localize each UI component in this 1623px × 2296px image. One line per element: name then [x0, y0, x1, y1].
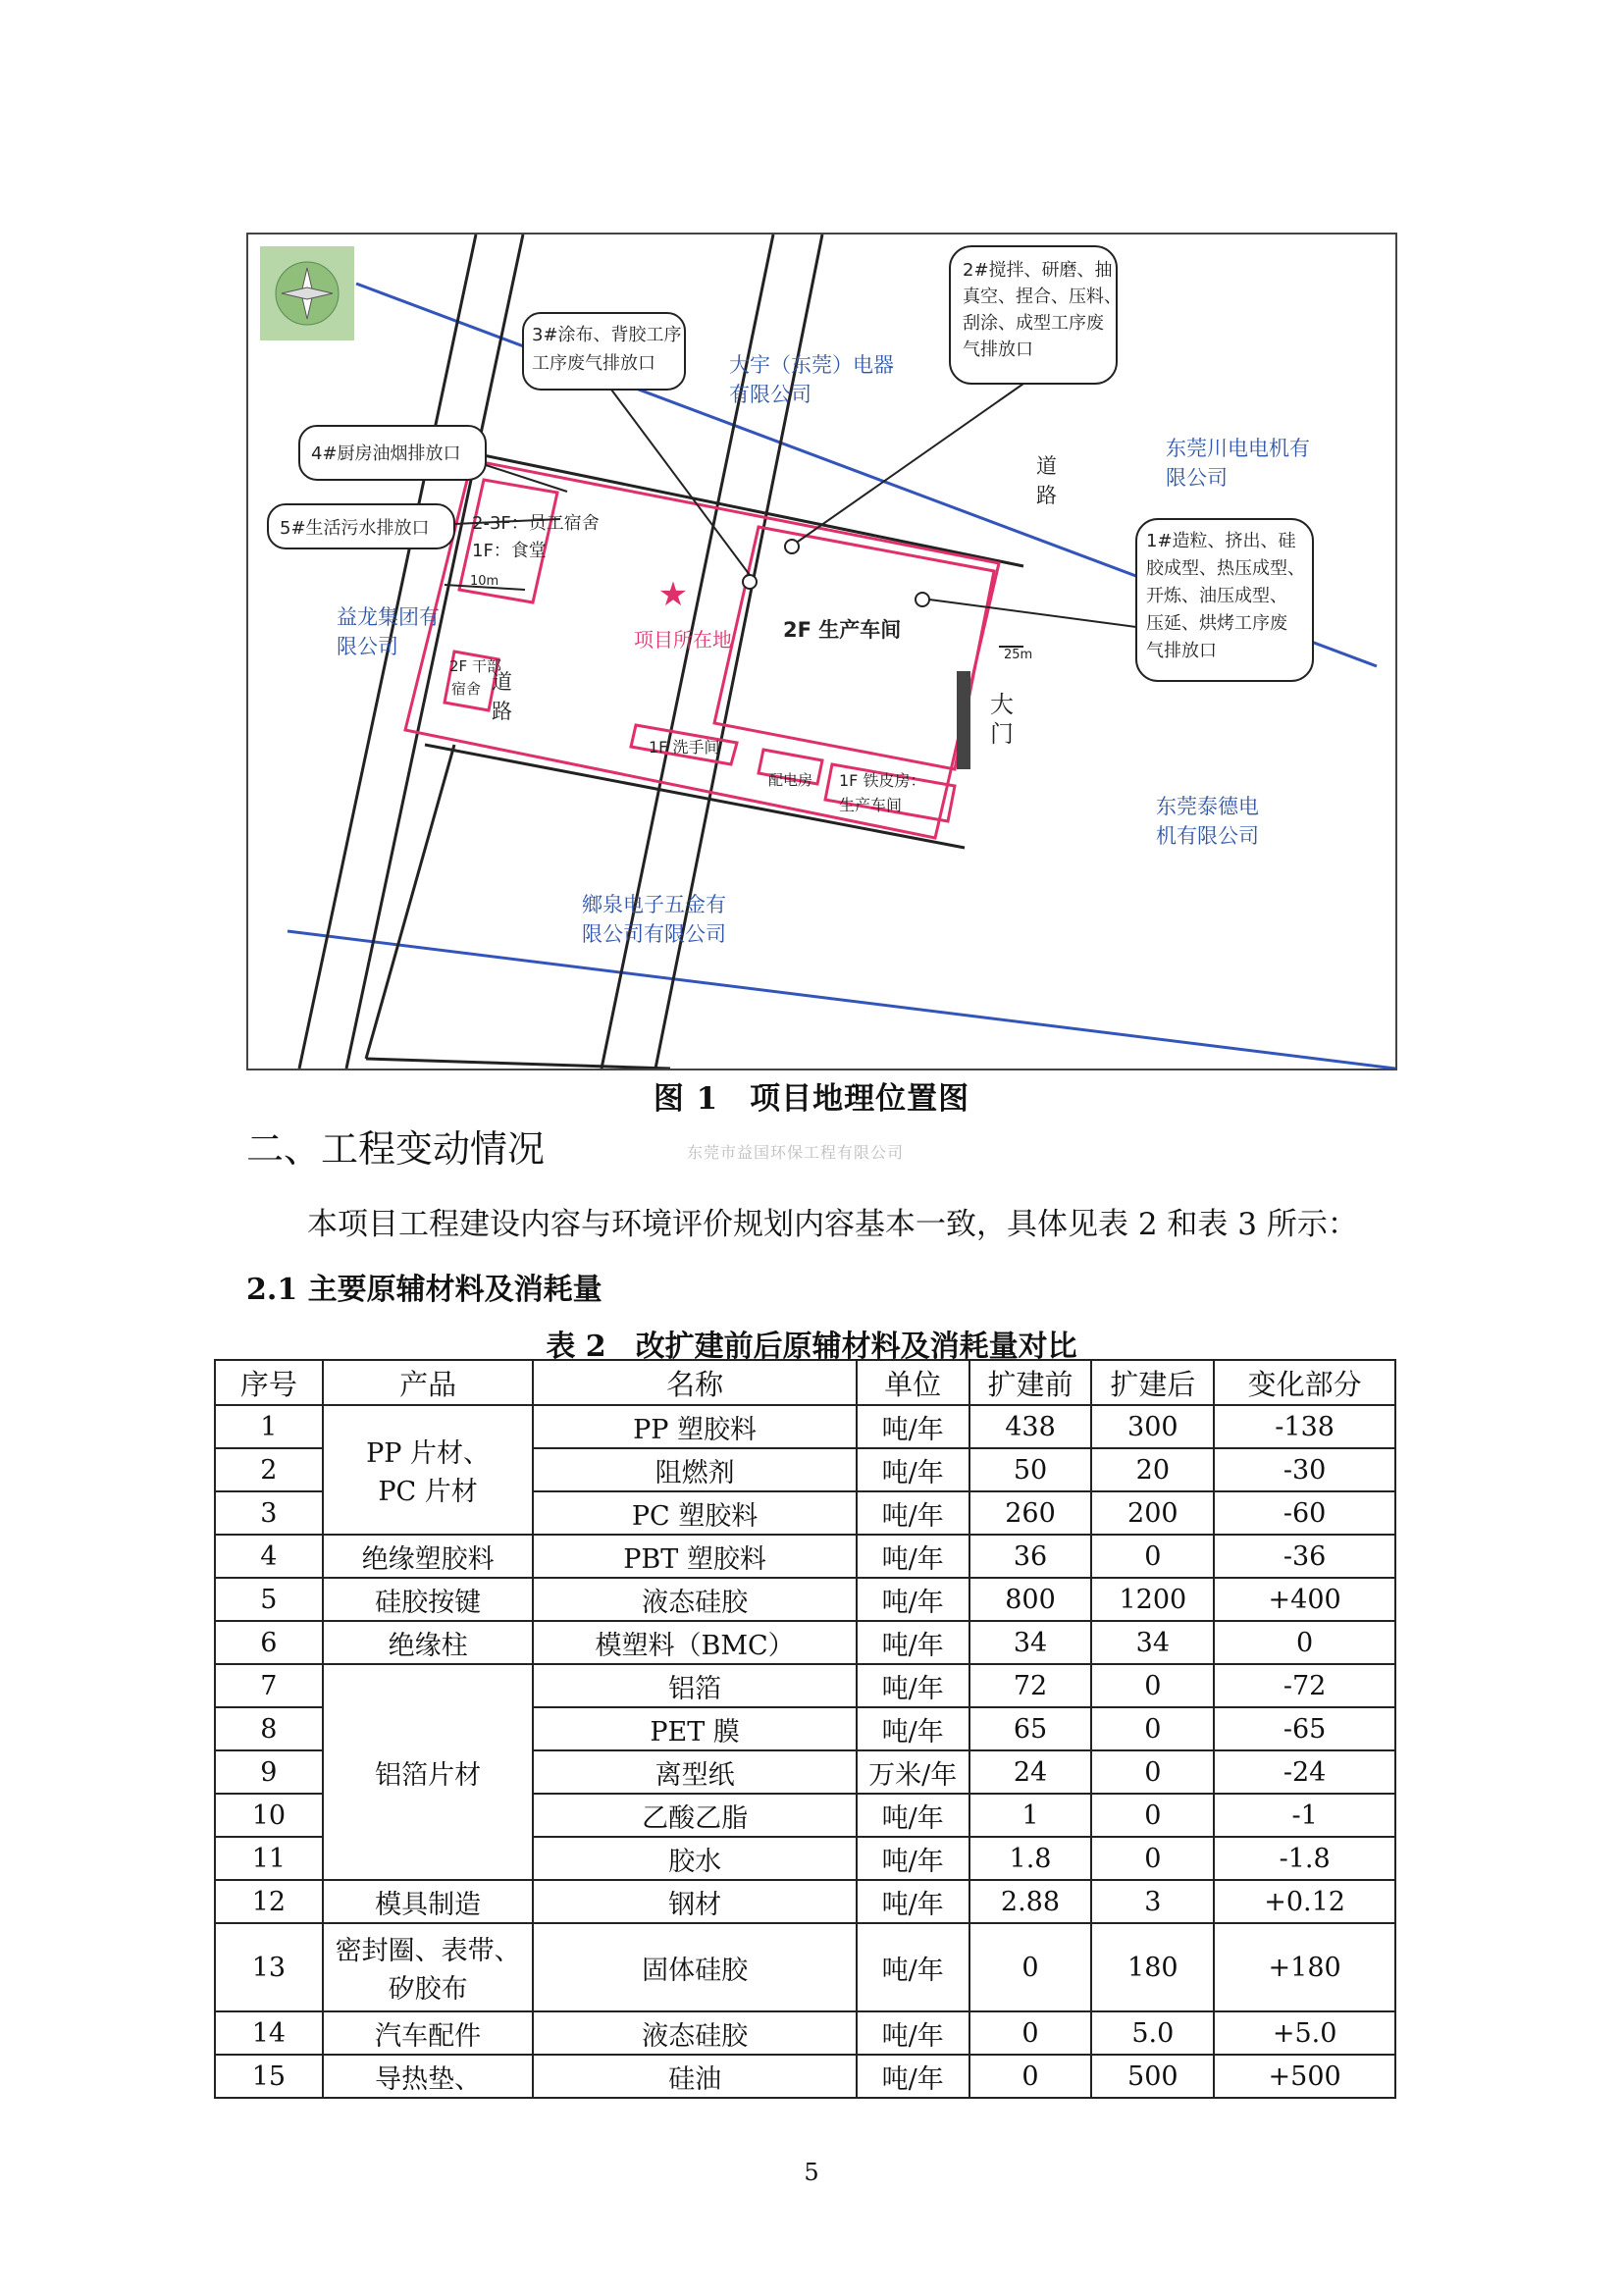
cell-product: 硅胶按键 — [323, 1578, 534, 1621]
cell-no: 13 — [215, 1923, 323, 2011]
cell-no: 8 — [215, 1707, 323, 1750]
cell-after: 0 — [1091, 1664, 1214, 1707]
table-row — [215, 2011, 1395, 2055]
section-heading: 二、工程变动情况 — [246, 1127, 546, 1171]
header-no: 序号 — [215, 1360, 323, 1405]
cell-change: +180 — [1214, 1923, 1395, 2011]
cell-after: 0 — [1091, 1837, 1214, 1880]
map-canvas — [248, 235, 1395, 1069]
cadre-dorm-line2: 宿舍 — [451, 680, 482, 698]
project-star-icon: ★ — [657, 575, 689, 614]
road-right-char2: 路 — [1036, 484, 1057, 507]
cell-change: +400 — [1214, 1578, 1395, 1621]
cell-change: +5.0 — [1214, 2011, 1395, 2055]
cell-material: PBT 塑胶料 — [533, 1535, 856, 1578]
distance-right: 25m — [1004, 648, 1033, 662]
cell-after: 0 — [1091, 1535, 1214, 1578]
cell-material: 阻燃剂 — [533, 1448, 856, 1491]
cell-change: -30 — [1214, 1448, 1395, 1491]
callout-2-line3: 刮涂、成型工序废 — [963, 313, 1104, 334]
company-taide-line2: 机有限公司 — [1156, 824, 1259, 848]
cell-change: -60 — [1214, 1491, 1395, 1535]
cell-after: 0 — [1091, 1794, 1214, 1837]
cell-before: 0 — [969, 2055, 1092, 2098]
header-before: 扩建前 — [969, 1360, 1092, 1405]
cell-unit: 吨/年 — [857, 2055, 969, 2098]
cell-after: 200 — [1091, 1491, 1214, 1535]
table-row — [215, 1578, 1395, 1621]
header-after: 扩建后 — [1091, 1360, 1214, 1405]
table-row — [215, 1923, 1395, 2011]
body-paragraph: 本项目工程建设内容与环境评价规划内容基本一致，具体见表 2 和表 3 所示： — [307, 1207, 1358, 1242]
company-taide-line1: 东莞泰德电 — [1156, 795, 1259, 818]
table-row — [215, 2055, 1395, 2098]
company-chuandian-line2: 限公司 — [1166, 466, 1228, 490]
cell-unit: 吨/年 — [857, 1794, 969, 1837]
cell-before: 260 — [969, 1491, 1092, 1535]
project-site-label: 项目所在地 — [634, 628, 732, 652]
workshop-label: 2F 生产车间 — [783, 618, 902, 642]
cell-material: PP 塑胶料 — [533, 1405, 856, 1448]
callout-1-line1: 1#造粒、挤出、硅 — [1146, 531, 1296, 551]
table-caption: 表 2 改扩建前后原辅材料及消耗量对比 — [546, 1330, 1077, 1364]
cell-change: -1 — [1214, 1794, 1395, 1837]
cell-before: 65 — [969, 1707, 1092, 1750]
cell-unit: 吨/年 — [857, 1535, 969, 1578]
cell-after: 300 — [1091, 1405, 1214, 1448]
cell-product: 绝缘塑胶料 — [323, 1535, 534, 1578]
cell-no: 15 — [215, 2055, 323, 2098]
cell-product: 模具制造 — [323, 1880, 534, 1923]
cell-no: 10 — [215, 1794, 323, 1837]
callout-texts — [280, 260, 1305, 661]
cell-after: 5.0 — [1091, 2011, 1214, 2055]
company-daewoo-line2: 有限公司 — [729, 383, 812, 406]
table-row — [215, 1405, 1395, 1448]
washroom-label: 1F 洗手间 — [649, 738, 720, 757]
cell-after: 500 — [1091, 2055, 1214, 2098]
product-group-pp-line1: PP 片材、 — [366, 1438, 491, 1469]
cell-unit: 万米/年 — [857, 1750, 969, 1794]
cell-change: +0.12 — [1214, 1880, 1395, 1923]
cell-unit: 吨/年 — [857, 1664, 969, 1707]
cell-material: 液态硅胶 — [533, 2011, 856, 2055]
cell-before: 0 — [969, 2011, 1092, 2055]
cell-no: 3 — [215, 1491, 323, 1535]
cell-unit: 吨/年 — [857, 1923, 969, 2011]
cell-material: 固体硅胶 — [533, 1923, 856, 2011]
road-left-char2: 路 — [492, 700, 512, 723]
callout-2-line2: 真空、捏合、压料、 — [963, 287, 1122, 307]
callout-3-line1: 3#涂布、背胶工序 — [532, 325, 682, 345]
cell-after: 180 — [1091, 1923, 1214, 2011]
sub-heading: 2.1 主要原辅材料及消耗量 — [246, 1273, 602, 1307]
iron-shed-line2: 生产车间 — [839, 796, 903, 814]
page-number: 5 — [804, 2159, 819, 2186]
cell-change: -24 — [1214, 1750, 1395, 1794]
site-location-map — [246, 233, 1397, 1070]
callout-3-line2: 工序废气排放口 — [532, 353, 655, 374]
table-row — [215, 1880, 1395, 1923]
iron-shed-line1: 1F 铁皮房： — [839, 771, 926, 790]
cell-after: 0 — [1091, 1707, 1214, 1750]
cell-change: 0 — [1214, 1621, 1395, 1664]
cell-unit: 吨/年 — [857, 2011, 969, 2055]
callout-1-line3: 开炼、油压成型、 — [1146, 586, 1287, 606]
cell-after: 0 — [1091, 1750, 1214, 1794]
cell-before: 438 — [969, 1405, 1092, 1448]
cell-material: PET 膜 — [533, 1707, 856, 1750]
cadre-dorm-line1: 2F 干部 — [449, 657, 501, 675]
cell-before: 72 — [969, 1664, 1092, 1707]
table-row — [215, 1664, 1395, 1707]
cell-no: 7 — [215, 1664, 323, 1707]
cell-after: 1200 — [1091, 1578, 1214, 1621]
cell-before: 800 — [969, 1578, 1092, 1621]
figure-caption: 图 1 项目地理位置图 — [653, 1081, 970, 1117]
dorm-label-line1: 2-3F：员工宿舍 — [472, 513, 600, 534]
header-unit: 单位 — [857, 1360, 969, 1405]
cell-before: 1.8 — [969, 1837, 1092, 1880]
cell-no: 6 — [215, 1621, 323, 1664]
cell-material: 液态硅胶 — [533, 1578, 856, 1621]
cell-no: 12 — [215, 1880, 323, 1923]
distance-left: 10m — [470, 574, 499, 589]
cell-unit: 吨/年 — [857, 1621, 969, 1664]
product-line2: 矽胶布 — [388, 1974, 468, 2005]
cell-after: 34 — [1091, 1621, 1214, 1664]
cell-no: 5 — [215, 1578, 323, 1621]
cell-no: 9 — [215, 1750, 323, 1794]
cell-product-group-foil: 铝箔片材 — [323, 1664, 534, 1880]
cell-before: 0 — [969, 1923, 1092, 2011]
company-yilong-line2: 限公司 — [337, 635, 398, 658]
table-row — [215, 1621, 1395, 1664]
cell-product: 绝缘柱 — [323, 1621, 534, 1664]
road-right-char1: 道 — [1036, 454, 1057, 478]
cell-unit: 吨/年 — [857, 1448, 969, 1491]
road-left-char1: 道 — [492, 670, 512, 694]
cell-change: +500 — [1214, 2055, 1395, 2098]
cell-no: 11 — [215, 1837, 323, 1880]
cell-material: 模塑料（BMC） — [533, 1621, 856, 1664]
company-yilong-line1: 益龙集团有 — [337, 605, 440, 629]
company-chuandian-line1: 东莞川电电机有 — [1166, 437, 1310, 460]
table-header-row — [215, 1360, 1395, 1405]
cell-material: 乙酸乙脂 — [533, 1794, 856, 1837]
cell-material: 胶水 — [533, 1837, 856, 1880]
callout-5-text: 5#生活污水排放口 — [280, 518, 430, 539]
cell-unit: 吨/年 — [857, 1837, 969, 1880]
cell-change: -65 — [1214, 1707, 1395, 1750]
cell-material: 硅油 — [533, 2055, 856, 2098]
cell-no: 2 — [215, 1448, 323, 1491]
building-labels — [449, 513, 1032, 814]
callout-2-line4: 气排放口 — [963, 339, 1033, 360]
cell-product-group-pp — [323, 1405, 534, 1535]
cell-unit: 吨/年 — [857, 1405, 969, 1448]
cell-material: PC 塑胶料 — [533, 1491, 856, 1535]
product-group-pp-line2: PC 片材 — [378, 1477, 478, 1507]
dorm-label-line2: 1F：食堂 — [472, 541, 547, 561]
product-line1: 密封圈、表带、 — [335, 1936, 521, 1966]
gate-label-char1: 大 — [990, 691, 1014, 718]
header-change: 变化部分 — [1214, 1360, 1395, 1405]
cell-change: -1.8 — [1214, 1837, 1395, 1880]
materials-table — [214, 1359, 1396, 2099]
cell-unit: 吨/年 — [857, 1707, 969, 1750]
table-row — [215, 1535, 1395, 1578]
cell-after: 20 — [1091, 1448, 1214, 1491]
cell-material: 离型纸 — [533, 1750, 856, 1794]
cell-change: -36 — [1214, 1535, 1395, 1578]
cell-no: 14 — [215, 2011, 323, 2055]
cell-before: 1 — [969, 1794, 1092, 1837]
cell-product: 汽车配件 — [323, 2011, 534, 2055]
power-room-label: 配电房 — [768, 771, 813, 789]
cell-change: -72 — [1214, 1664, 1395, 1707]
company-daewoo-line1: 大宇（东莞）电器 — [729, 353, 894, 377]
cell-unit: 吨/年 — [857, 1491, 969, 1535]
callout-1-line4: 压延、烘烤工序废 — [1146, 613, 1287, 634]
cell-unit: 吨/年 — [857, 1880, 969, 1923]
watermark-text: 东莞市益国环保工程有限公司 — [687, 1143, 905, 1162]
cell-product — [323, 1923, 534, 2011]
header-material: 名称 — [533, 1360, 856, 1405]
cell-change: -138 — [1214, 1405, 1395, 1448]
cell-material: 钢材 — [533, 1880, 856, 1923]
cell-material: 铝箔 — [533, 1664, 856, 1707]
cell-before: 36 — [969, 1535, 1092, 1578]
gate-label-char2: 门 — [990, 720, 1014, 748]
header-product: 产品 — [323, 1360, 534, 1405]
company-xiangquan-line2: 限公司有限公司 — [582, 922, 726, 946]
callout-1-line2: 胶成型、热压成型、 — [1146, 558, 1305, 579]
cell-before: 50 — [969, 1448, 1092, 1491]
cell-no: 1 — [215, 1405, 323, 1448]
cell-unit: 吨/年 — [857, 1578, 969, 1621]
cell-before: 24 — [969, 1750, 1092, 1794]
callout-2-line1: 2#搅拌、研磨、抽 — [963, 260, 1113, 281]
cell-product: 导热垫、 — [323, 2055, 534, 2098]
cell-no: 4 — [215, 1535, 323, 1578]
callout-1-line5: 气排放口 — [1146, 641, 1217, 661]
cell-before: 2.88 — [969, 1880, 1092, 1923]
compass-rose-icon — [260, 246, 354, 340]
cell-before: 34 — [969, 1621, 1092, 1664]
gate-block — [957, 671, 970, 769]
callout-4-text: 4#厨房油烟排放口 — [311, 444, 461, 464]
cell-after: 3 — [1091, 1880, 1214, 1923]
outlet-markers — [743, 540, 929, 606]
company-xiangquan-line1: 鄉泉电子五金有 — [582, 893, 726, 916]
